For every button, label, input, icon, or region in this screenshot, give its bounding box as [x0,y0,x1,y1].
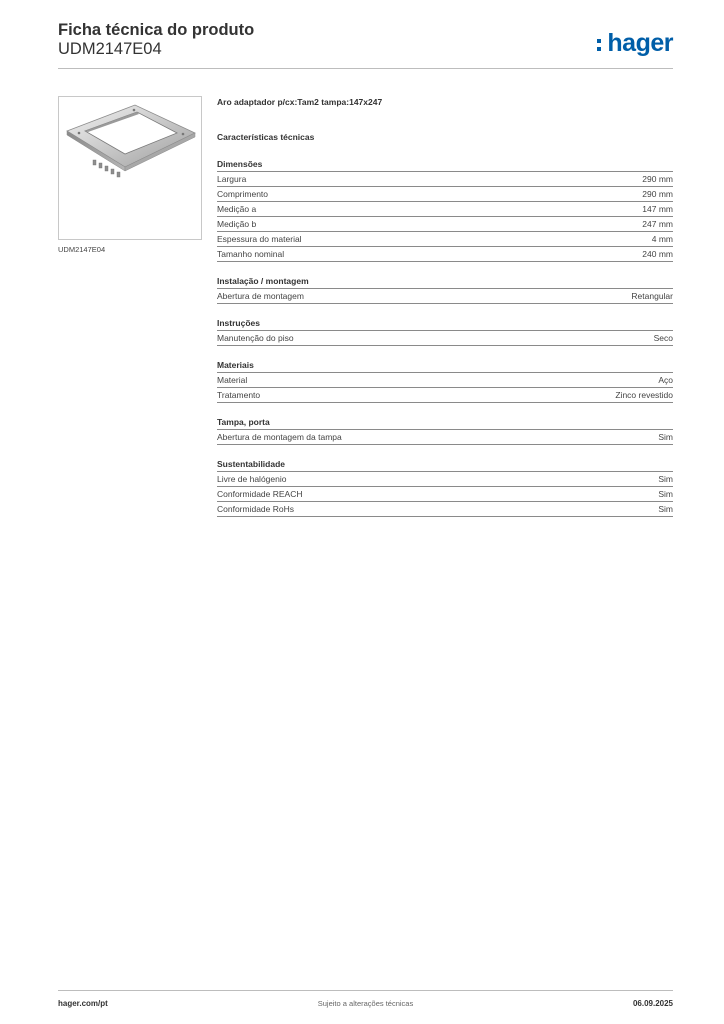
spec-row [217,232,673,247]
spec-row [217,187,673,202]
logo-colon-icon [595,30,605,56]
spec-value: Seco [653,333,673,343]
spec-label: Largura [217,174,247,184]
section-title: Tampa, porta [217,416,673,430]
spec-value: 4 mm [651,234,673,244]
spec-row [217,289,673,304]
spec-label: Espessura do material [217,234,302,244]
spec-label: Manutenção do piso [217,333,294,343]
spec-row [217,487,673,502]
spec-label: Material [217,375,248,385]
product-image-caption: UDM2147E04 [58,245,106,254]
page-footer [58,990,673,1015]
product-details [217,96,673,517]
product-description: Aro adaptador p/cx:Tam2 tampa:147x247 [217,97,383,107]
product-image [58,96,202,240]
spec-row [217,373,673,388]
spec-label: Tratamento [217,390,261,400]
footer-date: 06.09.2025 [632,999,673,1008]
spec-label: Abertura de montagem da tampa [217,432,342,442]
technical-characteristics-heading: Características técnicas [217,132,315,142]
spec-row [217,172,673,187]
hager-logo [595,26,673,60]
spec-label: Comprimento [217,189,269,199]
spec-row [217,502,673,517]
spec-label: Medição a [217,204,257,214]
spec-label: Livre de halógenio [217,474,287,484]
spec-value: 147 mm [642,204,673,214]
spec-label: Abertura de montagem [217,291,304,301]
spec-value: 240 mm [642,249,673,259]
page-header [58,20,673,69]
spec-value: Retangular [631,291,673,301]
spec-row [217,217,673,232]
spec-value: Sim [658,474,673,484]
spec-row [217,430,673,445]
spec-label: Medição b [217,219,257,229]
spec-row [217,388,673,403]
section-installation [217,275,673,304]
section-title: Sustentabilidade [217,458,673,472]
spec-value: Sim [658,432,673,442]
section-title: Dimensões [217,158,673,172]
spec-value: Zinco revestido [615,390,673,400]
spec-value: Sim [658,504,673,514]
section-title: Materiais [217,359,673,373]
spec-row [217,331,673,346]
section-sustainability [217,458,673,517]
spec-label: Tamanho nominal [217,249,285,259]
spec-row [217,202,673,217]
section-materials [217,359,673,403]
section-title: Instruções [217,317,673,331]
spec-value: 290 mm [642,174,673,184]
footer-disclaimer: Sujeito a alterações técnicas [317,999,414,1008]
section-title: Instalação / montagem [217,275,673,289]
logo-wordmark: hager [607,29,673,57]
adapter-frame-icon [59,97,201,239]
spec-row [217,247,673,262]
spec-value: 290 mm [642,189,673,199]
spec-value: Aço [658,375,673,385]
product-reference: UDM2147E04 [58,40,162,58]
spec-value: 247 mm [642,219,673,229]
section-cover-door [217,416,673,445]
section-dimensions [217,158,673,262]
spec-value: Sim [658,489,673,499]
spec-label: Conformidade RoHs [217,504,295,514]
document-title: Ficha técnica do produto [58,21,255,39]
spec-label: Conformidade REACH [217,489,303,499]
spec-row [217,472,673,487]
footer-website-link[interactable]: hager.com/pt [58,999,108,1008]
section-instructions [217,317,673,346]
